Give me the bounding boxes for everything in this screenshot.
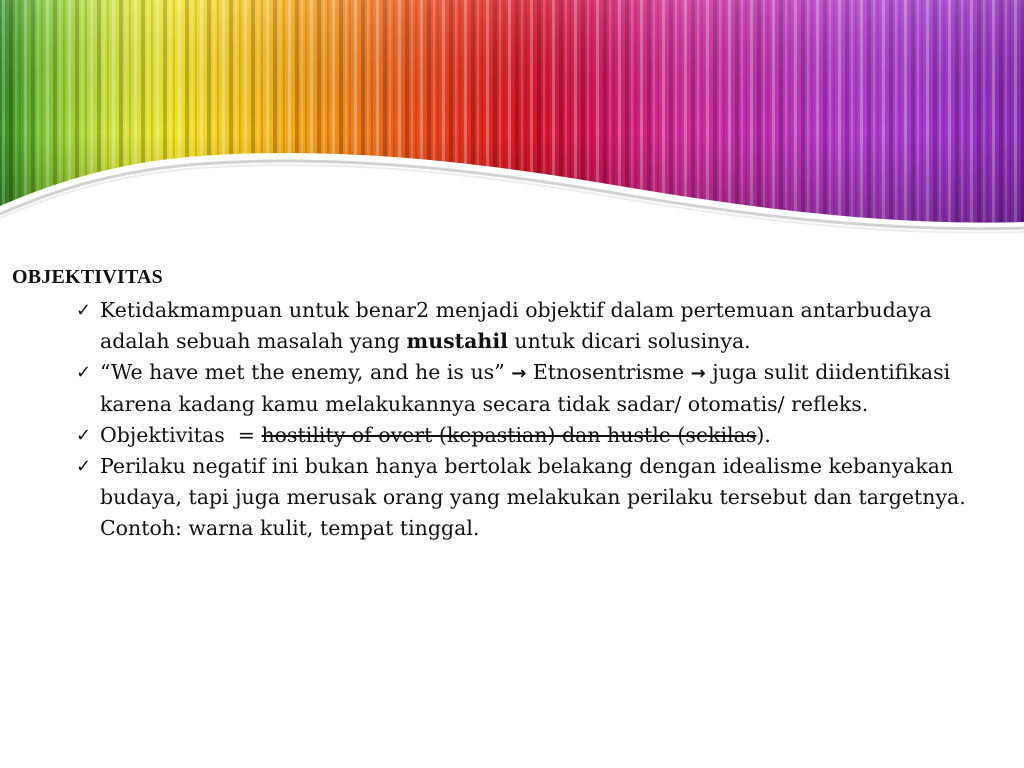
rainbow-banner xyxy=(0,0,1024,240)
bullet-term: Etnosentrisme xyxy=(532,360,685,384)
slide-heading: OBJEKTIVITAS xyxy=(12,266,163,288)
check-icon: ✓ xyxy=(76,300,92,321)
bullet-text: untuk dicari solusinya. xyxy=(507,329,751,353)
bullet-item xyxy=(76,451,1002,544)
check-icon: ✓ xyxy=(76,425,92,446)
bullet-text: Ketidakmampuan untuk benar2 menjadi objektif dalam pertemuan antarbudaya adalah sebuah masalah yang xyxy=(100,298,932,353)
check-icon: ✓ xyxy=(76,456,92,477)
bullet-text: juga sulit diidentifikasi karena kadang kamu melakukannya secara tidak sadar/ otomatis/ refleks. xyxy=(100,360,951,416)
bullet-list xyxy=(12,295,1002,544)
bullet-text: Perilaku negatif ini bukan hanya bertolak belakang dengan idealisme kebanyakan budaya, tapi juga merusak orang yang melakukan perilaku tersebut dan targetnya. xyxy=(100,454,966,509)
bullet-example: Contoh: warna kulit, tempat tinggal. xyxy=(100,516,480,540)
slide-content xyxy=(12,262,1002,544)
bullet-tail: ). xyxy=(756,423,771,447)
bullet-bold-word: mustahil xyxy=(406,329,508,353)
bullet-item xyxy=(76,420,1002,451)
bullet-quote: “We have met the enemy, and he is us” xyxy=(100,360,505,384)
bullet-label: Objektivitas = xyxy=(100,423,262,447)
arrow-right-icon: → xyxy=(690,363,706,384)
bullet-item xyxy=(76,357,1002,420)
check-icon: ✓ xyxy=(76,362,92,383)
struck-text: hostility of overt (kepastian) dan hustle (sekilas xyxy=(261,423,757,447)
bullet-item xyxy=(76,295,1002,357)
arrow-right-icon: → xyxy=(511,363,527,384)
